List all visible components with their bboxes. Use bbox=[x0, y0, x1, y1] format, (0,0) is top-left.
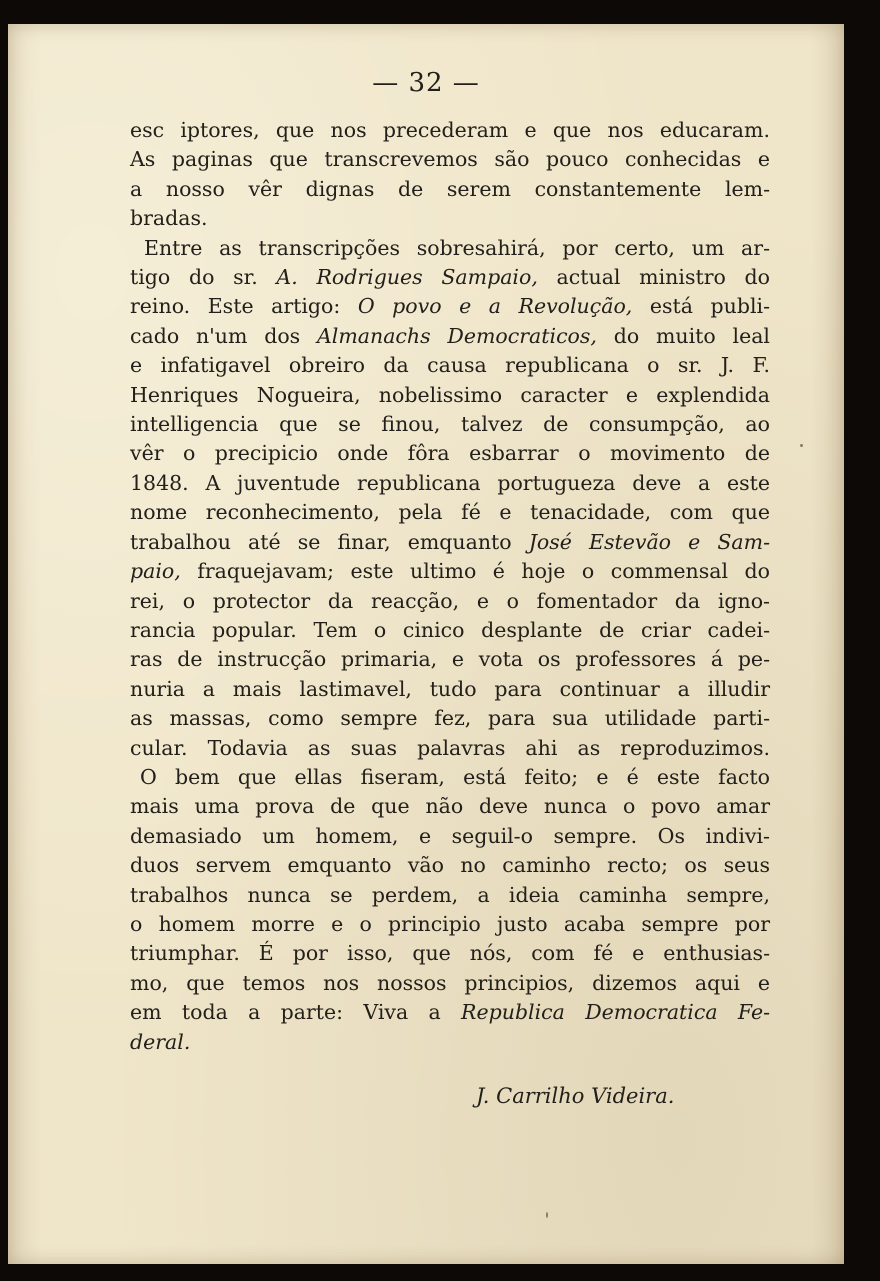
text-run: e infatigavel obreiro da causa republicana o sr. J. F. bbox=[130, 353, 770, 378]
italic-text: Almanachs Democraticos, bbox=[316, 323, 597, 348]
text-run: As paginas que transcrevemos são pouco conhecidas e bbox=[130, 147, 770, 172]
text-run: em toda a parte: Viva a bbox=[130, 1000, 462, 1025]
text-line bbox=[130, 116, 770, 145]
text-run: trabalhos nunca se perdem, a ideia caminha sempre, bbox=[130, 882, 770, 907]
text-run: esc iptores, que nos precederam e que nos educaram. bbox=[130, 118, 770, 142]
text-run: rei, o protector da reacção, e o fomentador da igno- bbox=[130, 588, 770, 613]
text-run: vêr o precipicio onde fôra esbarrar o movimento de bbox=[130, 441, 770, 466]
page-number: — 32 — bbox=[372, 68, 480, 98]
text-line bbox=[130, 292, 770, 321]
italic-text: deral. bbox=[130, 1029, 191, 1054]
text-line bbox=[130, 410, 770, 439]
text-line bbox=[130, 439, 770, 468]
text-run: Henriques Nogueira, nobelissimo caracter e explendida bbox=[130, 382, 770, 407]
text-line bbox=[130, 381, 770, 410]
text-line bbox=[130, 498, 770, 527]
italic-text: A. Rodrigues Sampaio, bbox=[276, 265, 538, 290]
text-line bbox=[130, 704, 770, 733]
text-line bbox=[130, 792, 770, 821]
text-line bbox=[130, 616, 770, 645]
text-run: Entre as transcripções sobresahirá, por certo, um ar- bbox=[144, 235, 770, 260]
text-line bbox=[130, 998, 770, 1027]
italic-text: Republica Democratica Fe- bbox=[461, 1000, 771, 1025]
italic-text: José Estevão e Sam- bbox=[528, 529, 770, 554]
text-line bbox=[130, 734, 770, 763]
text-line bbox=[130, 175, 770, 204]
text-run: rancia popular. Tem o cinico desplante de criar cadei- bbox=[130, 617, 770, 642]
text-line bbox=[130, 763, 770, 792]
text-run: triumphar. É por isso, que nós, com fé e enthusias- bbox=[130, 941, 770, 966]
text-run: nome reconhecimento, pela fé e tenacidade, com que bbox=[130, 500, 770, 525]
text-line bbox=[130, 939, 770, 968]
text-line bbox=[130, 557, 770, 586]
text-run: o homem morre e o principio justo acaba sempre por bbox=[130, 911, 770, 936]
paper-speck bbox=[546, 1212, 548, 1218]
text-line bbox=[130, 881, 770, 910]
text-run: fraquejavam; este ultimo é hoje o commensal do bbox=[180, 559, 770, 584]
text-line bbox=[130, 645, 770, 674]
text-line bbox=[130, 528, 770, 557]
italic-text: O povo e a Revolução, bbox=[357, 294, 633, 319]
text-run: duos servem emquanto vão no caminho recto; os seus bbox=[130, 853, 770, 878]
text-run: ras de instrucção primaria, e vota os professores á pe- bbox=[130, 647, 770, 672]
text-run: cular. Todavia as suas palavras ahi as reproduzimos. bbox=[130, 735, 770, 760]
text-run: O bem que ellas fiseram, está feito; e é este facto bbox=[140, 764, 770, 789]
text-run: mais uma prova de que não deve nunca o povo amar bbox=[130, 794, 770, 819]
book-page bbox=[8, 24, 844, 1264]
text-run: mo, que temos nos nossos principios, dizemos aqui e bbox=[130, 970, 770, 995]
text-line bbox=[130, 204, 770, 233]
text-line bbox=[130, 969, 770, 998]
text-line bbox=[130, 469, 770, 498]
text-line bbox=[130, 822, 770, 851]
italic-text: paio, bbox=[130, 559, 181, 584]
author-signature: J. Carrilho Videira. bbox=[476, 1084, 675, 1108]
text-line bbox=[130, 851, 770, 880]
body-text bbox=[130, 116, 770, 1057]
text-line bbox=[130, 1028, 770, 1057]
text-line bbox=[130, 587, 770, 616]
text-run: actual ministro do bbox=[537, 265, 771, 290]
paper-speck bbox=[800, 444, 803, 447]
text-run: 1848. A juventude republicana portugueza deve a este bbox=[130, 470, 770, 495]
text-run: nuria a mais lastimavel, tudo para continuar a illudir bbox=[130, 676, 770, 701]
text-line bbox=[130, 322, 770, 351]
text-line bbox=[130, 145, 770, 174]
text-run: trabalhou até se finar, emquanto bbox=[130, 529, 529, 554]
text-run: reino. Este artigo: bbox=[130, 294, 358, 319]
text-line bbox=[130, 675, 770, 704]
text-run: está publi- bbox=[632, 294, 770, 319]
text-line bbox=[130, 263, 770, 292]
text-run: as massas, como sempre fez, para sua utilidade parti- bbox=[130, 706, 770, 731]
text-run: bradas. bbox=[130, 206, 208, 231]
text-line bbox=[130, 234, 770, 263]
text-run: demasiado um homem, e seguil-o sempre. Os indivi- bbox=[130, 823, 770, 848]
text-run: do muito leal bbox=[596, 323, 770, 348]
text-line bbox=[130, 351, 770, 380]
text-run: a nosso vêr dignas de serem constantemente lem- bbox=[130, 176, 770, 201]
text-run: intelligencia que se finou, talvez de consumpção, ao bbox=[130, 412, 770, 437]
text-run: cado n'um dos bbox=[130, 323, 317, 348]
text-run: tigo do sr. bbox=[130, 265, 277, 290]
text-line bbox=[130, 910, 770, 939]
